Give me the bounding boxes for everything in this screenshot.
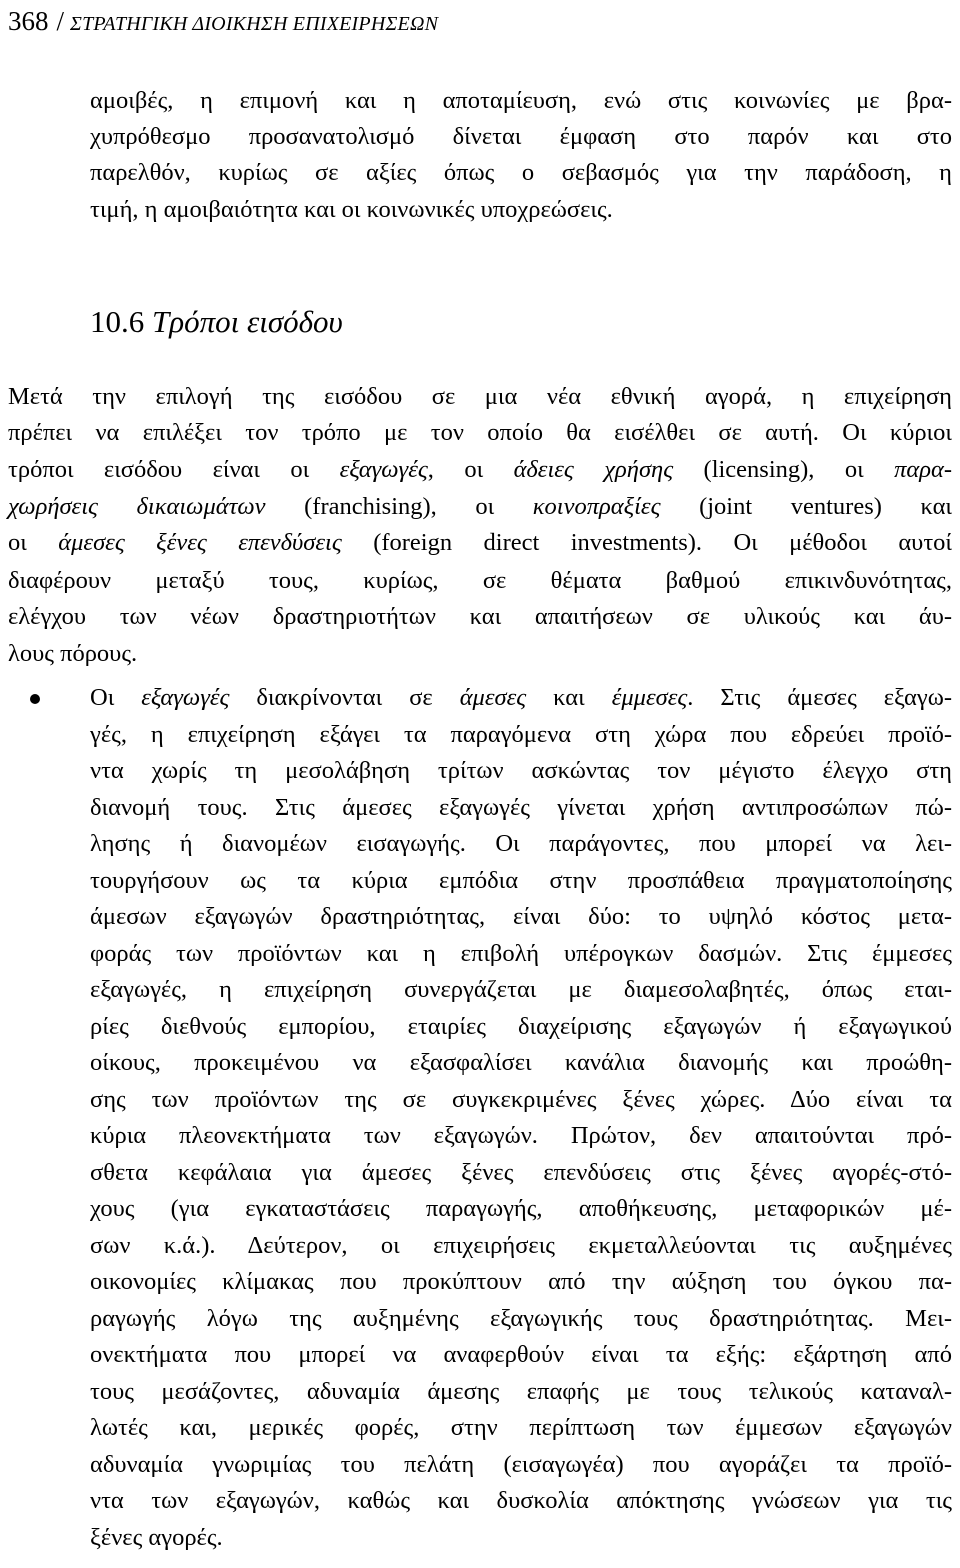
bullet-line: κύρια πλεονεκτήματα των εξαγωγών. Πρώτον, δεν απαιτούνται πρό-	[90, 1122, 952, 1149]
bullet-line: σης των προϊόντων της σε συγκεκριμένες ξένες χώρες. Δύο είναι τα	[90, 1086, 952, 1113]
paragraph-line: πρέπει να επιλέξει τον τρόπο με τον οποίο θα εισέλθει σε αυτή. Οι κύριοι	[8, 419, 952, 446]
bullet-line: Οι εξαγωγές διακρίνονται σε άμεσες και έμμεσες. Στις άμεσες εξαγω-	[90, 684, 952, 711]
intro-line: χυπρόθεσμο προσανατολισμό δίνεται έμφαση στο παρόν και στο	[90, 123, 952, 150]
bullet-line: αδυναμία γνωριμίας του πελάτη (εισαγωγέα) που αγοράζει τα προϊό-	[90, 1451, 952, 1478]
bullet-line: ντα των εξαγωγών, καθώς και δυσκολία απόκτησης γνώσεων για τις	[90, 1487, 952, 1514]
bullet-line: διανομή τους. Στις άμεσες εξαγωγές γίνεται χρήση αντιπροσώπων πώ-	[90, 794, 952, 821]
paragraph-line: οι άμεσες ξένες επενδύσεις (foreign direct investments). Οι μέθοδοι αυτοί	[8, 529, 953, 556]
paragraph-line: χωρήσεις δικαιωμάτων (franchising), οι κοινοπραξίες (joint ventures) και	[8, 493, 953, 520]
bullet-line: λωτές και, μερικές φορές, στην περίπτωση των έμμεσων εξαγωγών	[90, 1414, 952, 1441]
paragraph-line: τρόποι εισόδου είναι οι εξαγωγές, οι άδειες χρήσης (licensing), οι παρα-	[8, 456, 952, 483]
bullet-line: τους μεσάζοντες, αδυναμία άμεσης επαφής με τους τελικούς καταναλ-	[90, 1378, 952, 1405]
section-number: 10.6	[90, 304, 145, 339]
bullet-line: ραγωγής λόγω της αυξημένης εξαγωγικής τους δραστηριότητας. Μει-	[90, 1305, 952, 1332]
section-heading	[90, 302, 343, 342]
intro-line: τιμή, η αμοιβαιότητα και οι κοινωνικές υποχρεώσεις.	[90, 196, 613, 223]
page-number: 368	[8, 6, 49, 36]
bullet-line: οίκους, προκειμένου να εξασφαλίσει κανάλια διανομής και προώθη-	[90, 1049, 952, 1076]
bullet-line: ξένες αγορές.	[90, 1524, 223, 1551]
running-title: ΣΤΡΑΤΗΓΙΚΗ ΔΙΟΙΚΗΣΗ ΕΠΙΧΕΙΡΗΣΕΩΝ	[70, 13, 439, 35]
intro-line: παρελθόν, κυρίως σε αξίες όπως ο σεβασμός για την παράδοση, η	[90, 159, 952, 186]
bullet-dot	[30, 694, 40, 704]
intro-line: αμοιβές, η επιμονή και η αποταμίευση, ενώ στις κοινωνίες με βρα-	[90, 87, 952, 114]
bullet-line: γές, η επιχείρηση εξάγει τα παραγόμενα στη χώρα που εδρεύει προϊό-	[90, 721, 952, 748]
section-title: Τρόποι εισόδου	[152, 304, 343, 339]
bullet-line: τουργήσουν ως τα κύρια εμπόδια στην προσπάθεια πραγματοποίησης	[90, 867, 952, 894]
bullet-line: φοράς των προϊόντων και η επιβολή υπέρογκων δασμών. Στις έμμεσες	[90, 940, 952, 967]
header-separator: /	[56, 6, 65, 36]
paragraph-line: διαφέρουν μεταξύ τους, κυρίως, σε θέματα βαθμού επικινδυνότητας,	[8, 567, 952, 594]
paragraph-line: Μετά την επιλογή της εισόδου σε μια νέα εθνική αγορά, η επιχείρηση	[8, 383, 952, 410]
bullet-line: σθετα κεφάλαια για άμεσες ξένες επενδύσεις στις ξένες αγορές-στό-	[90, 1159, 952, 1186]
bullet-line: ντα χωρίς τη μεσολάβηση τρίτων ασκώντας τον μέγιστο έλεγχο στη	[90, 757, 952, 784]
bullet-line: σων κ.ά.). Δεύτερον, οι επιχειρήσεις εκμεταλλεύονται τις αυξημένες	[90, 1232, 952, 1259]
bullet-line: οικονομίες κλίμακας που προκύπτουν από την αύξηση του όγκου πα-	[90, 1268, 952, 1295]
paragraph-line: ελέγχου των νέων δραστηριοτήτων και απαιτήσεων σε υλικούς και άυ-	[8, 603, 952, 630]
running-header	[8, 4, 438, 41]
bullet-line: ρίες διεθνούς εμπορίου, εταιρίες διαχείρισης εξαγωγών ή εξαγωγικού	[90, 1013, 952, 1040]
bullet-line: άμεσων εξαγωγών δραστηριότητας, είναι δύο: το υψηλό κόστος μετα-	[90, 903, 952, 930]
bullet-line: ονεκτήματα που μπορεί να αναφερθούν είναι τα εξής: εξάρτηση από	[90, 1341, 952, 1368]
bullet-line: λησης ή διανομέων εισαγωγής. Οι παράγοντες, που μπορεί να λει-	[90, 830, 952, 857]
paragraph-line: λους πόρους.	[8, 640, 138, 667]
bullet-line: χους (για εγκαταστάσεις παραγωγής, αποθήκευσης, μεταφορικών μέ-	[90, 1195, 952, 1222]
bullet-line: εξαγωγές, η επιχείρηση συνεργάζεται με διαμεσολαβητές, όπως εται-	[90, 976, 952, 1003]
